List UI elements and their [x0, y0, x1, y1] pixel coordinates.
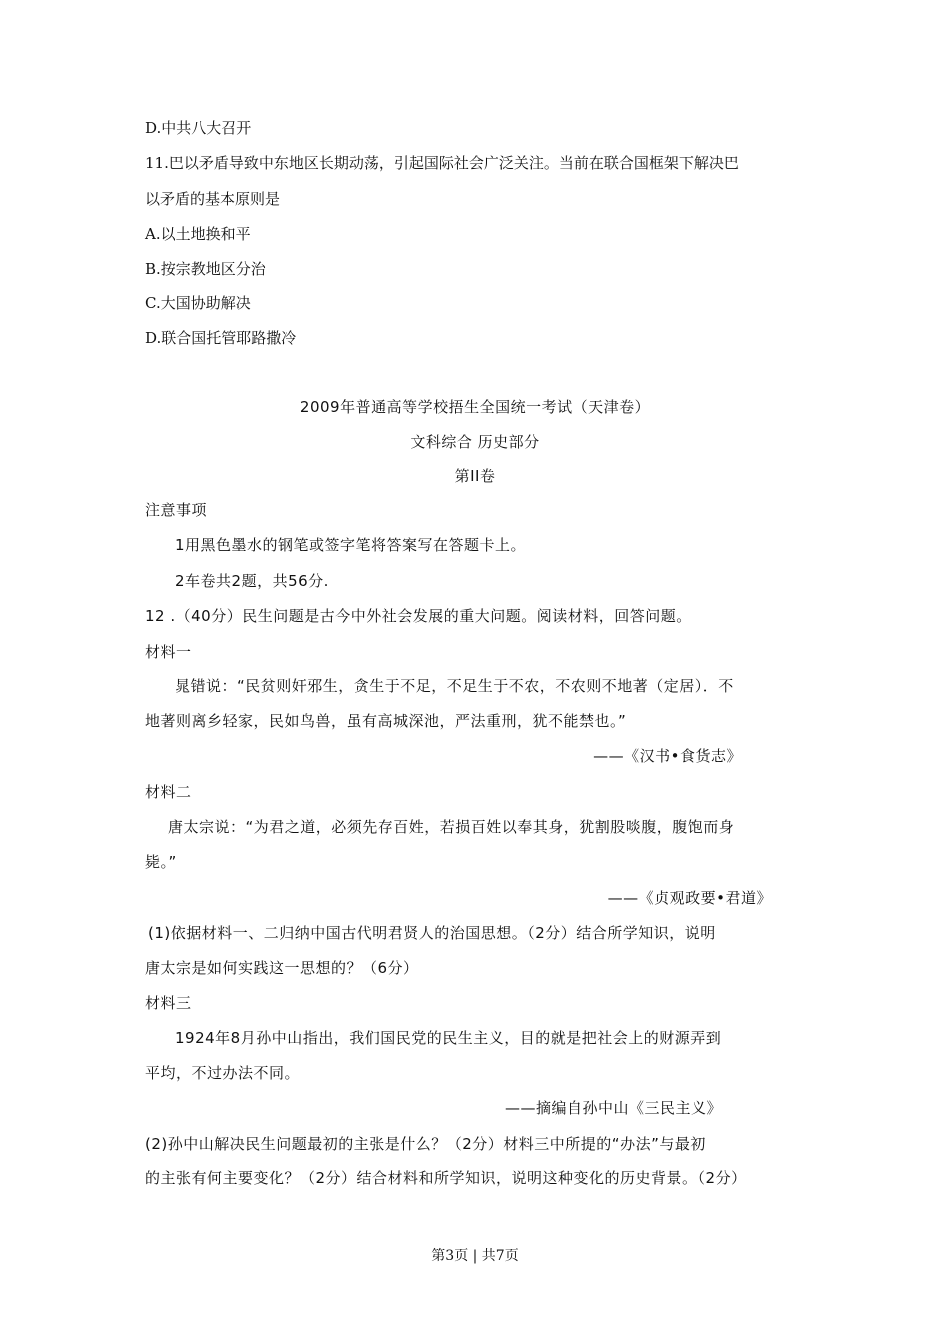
question-11-stem-line1: 11.巴以矛盾导致中东地区长期动荡，引起国际社会广泛关注。当前在联合国框架下解决巴: [145, 154, 739, 172]
material-3-label: 材料三: [145, 994, 192, 1012]
sub-question-2-line1: (2)孙中山解决民生问题最初的主张是什么？（2分）材料三中所提的“办法”与最初: [145, 1135, 706, 1153]
question-11-option-c: C.大国协助解决: [145, 294, 251, 312]
material-2-source: ——《贞观政要•君道》: [607, 889, 772, 907]
question-11-option-d: D.联合国托管耶路撒冷: [145, 329, 297, 347]
notes-item-1: 1用黑色墨水的钢笔或签字笔将答案写在答题卡上。: [175, 536, 527, 554]
question-11-option-b: B.按宗教地区分治: [145, 260, 266, 278]
material-1-line2: 地著则离乡轻家，民如鸟兽，虽有高城深池，严法重刑，犹不能禁也。”: [145, 712, 627, 730]
notes-item-2: 2车卷共2题，共56分.: [175, 572, 329, 590]
material-3-line2: 平均，不过办法不同。: [145, 1064, 301, 1082]
sub-question-1-line1: (1)依据材料一、二归纳中国古代明君贤人的治国思想。（2分）结合所学知识，说明: [148, 924, 716, 942]
material-3-source: ——摘编自孙中山《三民主义》: [504, 1099, 722, 1117]
material-2-line1: 唐太宗说：“为君之道，必须先存百姓，若损百姓以奉其身，犹割股啖腹，腹饱而身: [168, 818, 735, 836]
question-11-option-a: A.以土地换和平: [145, 225, 251, 243]
material-1-source: ——《汉书•食货志》: [593, 747, 742, 765]
material-1-line1: 晁错说：“民贫则奸邪生，贪生于不足，不足生于不农，不农则不地著（定居）．不: [175, 677, 734, 695]
exam-volume: 第II卷: [454, 467, 496, 485]
material-2-line2: 毙。”: [145, 853, 177, 871]
sub-question-2-line2: 的主张有何主要变化？（2分）结合材料和所学知识，说明这种变化的历史背景。（2分）: [145, 1169, 747, 1187]
question-12-stem: 12 .（40分）民生问题是古今中外社会发展的重大问题。阅读材料，回答问题。: [145, 607, 692, 625]
exam-title: 2009年普通高等学校捂生全国统一考试（天津卷）: [299, 398, 651, 416]
question-11-stem-line2: 以矛盾的基本原则是: [145, 190, 281, 208]
material-3-line1: 1924年8月孙中山指出，我们国民党的民生主义，目的就是把社会上的财源弄到: [175, 1029, 722, 1047]
material-2-label: 材料二: [145, 783, 192, 801]
notes-heading: 注意事项: [145, 501, 208, 519]
material-1-label: 材料一: [145, 643, 192, 661]
exam-subtitle: 文科综合 历史部分: [410, 433, 540, 451]
option-d-previous: D.中共八大召开: [145, 119, 252, 137]
sub-question-1-line2: 唐太宗是如何实践这一思想的？（6分）: [145, 959, 419, 977]
page-footer: 第3页 | 共7页: [431, 1248, 519, 1264]
